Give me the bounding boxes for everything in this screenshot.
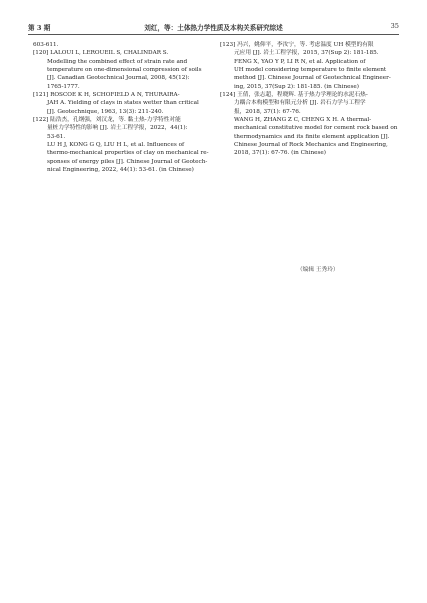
page-number: 35 <box>390 22 399 30</box>
issue-number: 第 3 期 <box>28 24 51 32</box>
reference-line: [120] LALOUI L, LEROUEIL S, CHALINDAR S. <box>33 50 169 57</box>
reference-line: method [J]. Chinese Journal of Geotechnical Engineer- <box>234 75 391 82</box>
reference-entry <box>33 91 216 116</box>
reference-line: Chinese Journal of Rock Mechanics and Engineering, <box>234 142 388 149</box>
reference-line: FENG X, YAO Y P, LI R N, et al. Application of <box>234 58 366 65</box>
reference-line: [122] 陆浩杰，孔纲强，刘汉龙，等. 黏土热-力学特性对能 <box>33 117 181 124</box>
reference-line: thermodynamics and its finite element application [J]. <box>234 133 390 140</box>
reference-line: ing, 2015, 37(Sup 2): 181-185. (in Chinese) <box>234 83 359 90</box>
left-column <box>33 41 216 175</box>
reference-line: 量桩力学特性的影响 [J]. 岩土工程学报，2022，44(1): <box>47 125 188 132</box>
reference-line: 报，2018, 37(1): 67-76. <box>234 108 301 115</box>
reference-line: mechanical constitutive model for cement rock based on <box>234 125 398 132</box>
reference-line: LU H J, KONG G Q, LIU H L, et al. Influences of <box>47 142 185 149</box>
reference-line: [J]. Geotechnique, 1963, 13(3): 211-240. <box>47 108 164 115</box>
reference-line: sponses of energy piles [J]. Chinese Journal of Geotech- <box>47 158 208 165</box>
reference-line: 力耦合本构模型和有限元分析 [J]. 岩石力学与工程学 <box>234 100 366 107</box>
reference-line: 1765-1777. <box>47 83 80 90</box>
reference-line: [124] 王倩，张志超，程晓辉. 基于热力学理论的水泥石热- <box>220 92 368 99</box>
reference-line: nical Engineering, 2022, 44(1): 53-61. (in Chinese) <box>47 167 194 174</box>
editor-note: （编辑 王秀玲） <box>297 267 339 273</box>
reference-line: 53-61. <box>47 133 66 140</box>
reference-line: 603-611. <box>33 42 59 48</box>
running-header <box>28 20 399 34</box>
header-rule <box>28 34 399 35</box>
reference-line: [121] ROSCOE K H, SCHOFIELD A N, THURAIRA- <box>33 92 180 99</box>
reference-line: [123] 冯兴，姚仰平，李汝宁，等. 考虑温度 UH 模型的有限 <box>220 42 374 48</box>
reference-line: temperature on one-dimensional compression of soils <box>47 67 202 74</box>
reference-line: Modelling the combined effect of strain rate and <box>47 58 188 65</box>
reference-entry <box>220 91 403 158</box>
reference-line: UH model considering temperature to finite element <box>234 67 387 74</box>
reference-line: thermo-mechanical properties of clay on mechanical re- <box>47 150 209 157</box>
running-title: 刘红，等：土体热力学性质及本构关系研究综述 <box>144 24 283 32</box>
right-column <box>220 41 403 158</box>
reference-entry <box>33 41 216 49</box>
reference-line: [J]. Canadian Geotechnical Journal, 2008, 45(12): <box>47 75 190 82</box>
reference-entry <box>33 49 216 91</box>
reference-line: JAH A. Yielding of clays in states wetter than critical <box>47 100 199 107</box>
reference-entry <box>33 116 216 174</box>
reference-line: 元应用 [J]. 岩土工程学报，2015, 37(Sup 2): 181-185. <box>234 50 379 57</box>
reference-line: WANG H, ZHANG Z C, CHENG X H. A thermal- <box>234 117 372 124</box>
reference-entry <box>220 41 403 91</box>
reference-line: 2018, 37(1): 67-76. (in Chinese) <box>234 150 326 157</box>
